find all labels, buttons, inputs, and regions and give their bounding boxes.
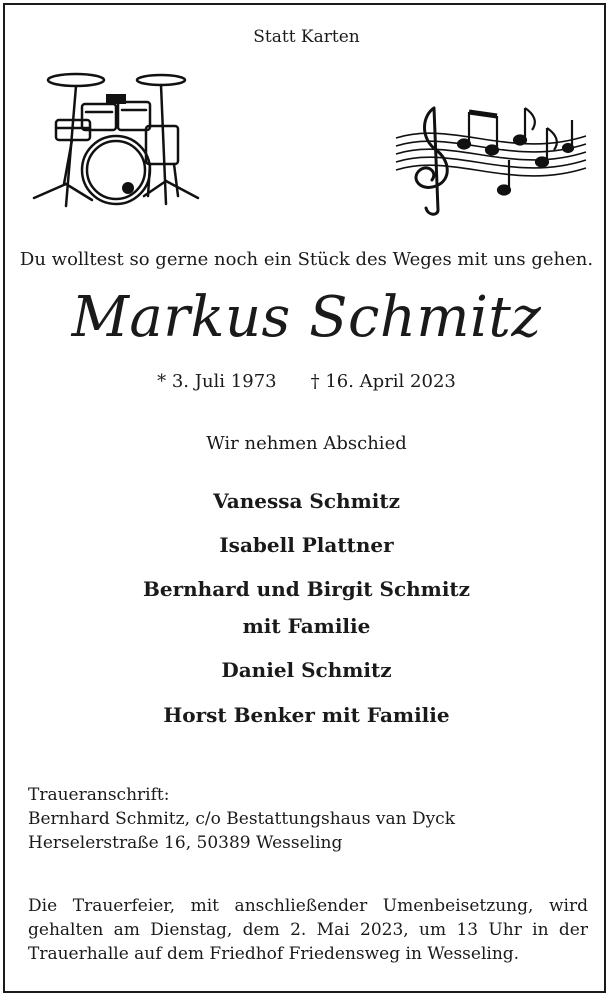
music-notes-icon [392,98,588,216]
ceremony-line: Trauerhalle auf dem Friedhof Friedensweg in Wesseling. [28,944,520,964]
deceased-name: Markus Schmitz [71,285,542,350]
address-line: Herselerstraße 16, 50389 Wesseling [28,833,343,853]
motto: Du wolltest so gerne noch ein Stück des Weges mit uns gehen. [19,249,594,270]
ceremony-line: Die Trauerfeier, mit anschließender Umenbeisetzung, wird [28,896,588,916]
mourner: Daniel Schmitz [221,658,392,682]
mourner: Vanessa Schmitz [213,489,400,513]
ceremony-info [28,894,588,966]
mourner: Isabell Plattner [219,533,394,557]
drum-kit-icon [26,66,202,214]
mourner: Bernhard und Birgit Schmitz [142,577,471,601]
death-date: † 16. April 2023 [310,371,456,392]
mourner: Horst Benker mit Familie [163,703,450,727]
farewell-line: Wir nehmen Abschied [206,433,407,454]
ceremony-line: gehalten am Dienstag, dem 2. Mai 2023, um 13 Uhr in der [28,920,588,940]
mourner: mit Familie [242,614,371,638]
life-dates [0,371,613,392]
mourning-address [28,783,588,855]
address-line: Bernhard Schmitz, c/o Bestattungshaus van Dyck [28,809,456,829]
birth-date: * 3. Juli 1973 [157,371,277,392]
address-label: Traueranschrift: [28,785,170,805]
header-note: Statt Karten [253,27,360,47]
